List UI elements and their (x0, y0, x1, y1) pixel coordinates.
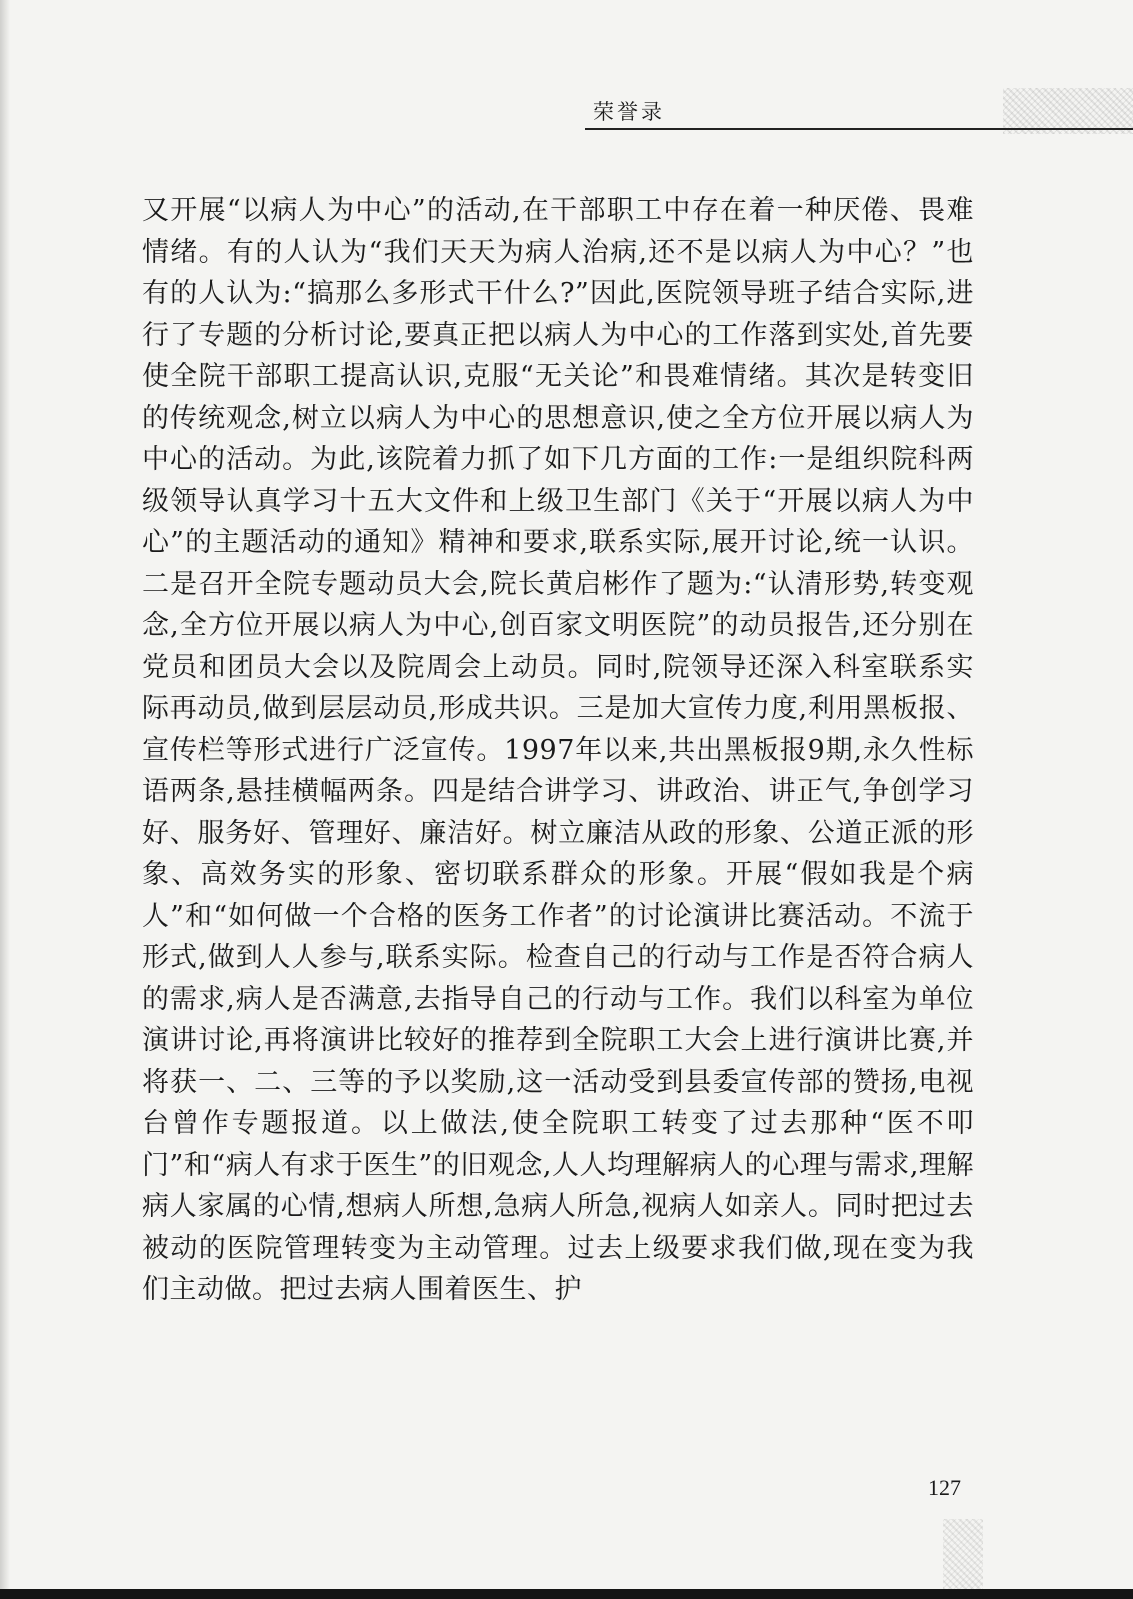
scan-bottom-edge (0, 1589, 1133, 1599)
body-paragraph: 又开展“以病人为中心”的活动,在干部职工中存在着一种厌倦、畏难情绪。有的人认为“我们天天为病人治病,还不是以病人为中心？”也有的人认为:“搞那么多形式干什么?”因此,医院领导班子结合实际,进行了专题的分析讨论,要真正把以病人为中心的工作落到实处,首先要使全院干部职工提高认识,克服“无关论”和畏难情绪。其次是转变旧的传统观念,树立以病人为中心的思想意识,使之全方位开展以病人为中心的活动。为此,该院着力抓了如下几方面的工作:一是组织院科两级领导认真学习十五大文件和上级卫生部门《关于“开展以病人为中心”的主题活动的通知》精神和要求,联系实际,展开讨论,统一认识。二是召开全院专题动员大会,院长黄启彬作了题为:“认清形势,转变观念,全方位开展以病人为中心,创百家文明医院”的动员报告,还分别在党员和团员大会以及院周会上动员。同时,院领导还深入科室联系实际再动员,做到层层动员,形成共识。三是加大宣传力度,利用黑板报、宣传栏等形式进行广泛宣传。1997年以来,共出黑板报9期,永久性标语两条,悬挂横幅两条。四是结合讲学习、讲政治、讲正气,争创学习好、服务好、管理好、廉洁好。树立廉洁从政的形象、公道正派的形象、高效务实的形象、密切联系群众的形象。开展“假如我是个病人”和“如何做一个合格的医务工作者”的讨论演讲比赛活动。不流于形式,做到人人参与,联系实际。检查自己的行动与工作是否符合病人的需求,病人是否满意,去指导自己的行动与工作。我们以科室为单位演讲讨论,再将演讲比较好的推荐到全院职工大会上进行演讲比赛,并将获一、二、三等的予以奖励,这一活动受到县委宣传部的赞扬,电视台曾作专题报道。以上做法,使全院职工转变了过去那种“医不叩门”和“病人有求于医生”的旧观念,人人均理解病人的心理与需求,理解病人家属的心情,想病人所想,急病人所急,视病人如亲人。同时把过去被动的医院管理转变为主动管理。过去上级要求我们做,现在变为我们主动做。把过去病人围着医生、护 (142, 195, 974, 1305)
page-number: 127 (928, 1475, 961, 1500)
scan-edge-shadow (0, 0, 10, 1599)
running-header (145, 100, 1133, 134)
header-title: 荣誉录 (593, 100, 665, 124)
header-rule (585, 128, 1133, 130)
scan-footer-texture (943, 1519, 983, 1589)
